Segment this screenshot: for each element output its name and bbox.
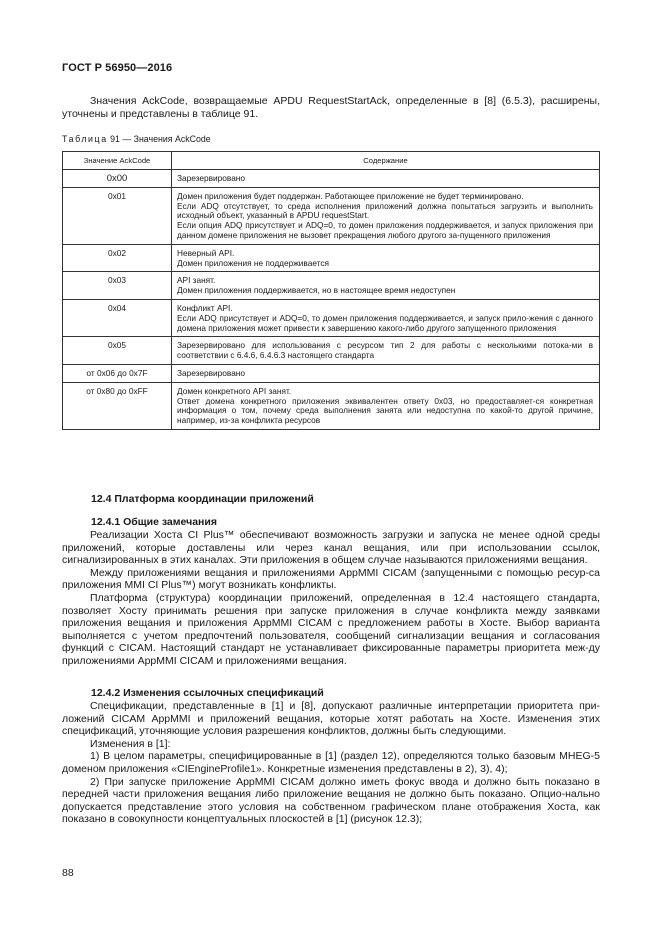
description-line: Домен конкретного API занят. xyxy=(177,385,292,396)
intro-paragraph: Значения AckCode, возвращаемые APDU RequestStartAck, определенные в [8] (6.5.3), расширены, уточнены и представлены в таблице 91. xyxy=(62,95,600,120)
ackcode-description xyxy=(172,337,600,365)
ackcode-description xyxy=(172,187,600,244)
ackcode-value: 0x00 xyxy=(63,170,172,188)
table-row xyxy=(63,170,600,188)
ackcode-description xyxy=(172,299,600,336)
description-line: Зарезервировано xyxy=(177,367,246,378)
description-line: API занят. xyxy=(177,275,216,286)
table-row xyxy=(63,272,600,300)
ackcode-value: 0x04 xyxy=(63,299,172,336)
section-heading: 12.4 Платформа координации приложений xyxy=(91,493,314,505)
paragraph: Спецификации, представленные в [1] и [8], допускают различные интерпретации приоритета при-ложений CICAM AppMMI и приложений вещания, которые хотят работать на Хосте. Изменения этих спецификаций, уточняющие условия разрешения конфликтов, должны быть следующими. xyxy=(62,700,600,738)
subsection-heading: 12.4.1 Общие замечания xyxy=(91,516,217,528)
page-number: 88 xyxy=(62,867,74,879)
ackcode-description xyxy=(172,364,600,382)
description-line: Неверный API. xyxy=(177,247,235,258)
table-row xyxy=(63,187,600,244)
paragraph: Между приложениями вещания и приложениями AppMMI CICAM (запущенными с помощью ресур-са приложения MMI CI Plus™) могут возникать конфликты. xyxy=(62,566,600,592)
table-caption-prefix: Таблица xyxy=(62,134,108,144)
table-header-row xyxy=(63,152,600,170)
column-header-content: Содержание xyxy=(172,152,600,170)
ackcode-value: 0x01 xyxy=(63,187,172,244)
paragraph: 2) При запуске приложение AppMMI CICAM должно иметь фокус ввода и должно быть показано в передней части приложения вещания либо приложение вещания не должно быть показано. Опцио-нально допускается представление этого условия на собственном графическом плане отображения Хоста, как показано в совокупности концептуальных плоскостей в [1] (рисунок 12.3); xyxy=(62,775,600,826)
document-header-title: ГОСТ Р 56950—2016 xyxy=(62,62,173,74)
paragraph: Платформа (структура) координации приложений, определенная в 12.4 настоящего стандарта, позволяет Хосту принимать решения при запуске приложения в случае конфликта между заявками приложения вещания и приложения AppMMI CICAM с предложением работы в Хосте. Выбор варианта выполняется с учетом предпочтений пользователя, сообщений сигнализации вещания и согласования функций с CICAM. Настоящий стандарт не устанавливает фиксированные параметры приоритета меж-ду приложениями AppMMI CICAM и приложениями вещания. xyxy=(62,591,600,667)
ackcode-description xyxy=(172,170,600,188)
description-line: Конфликт API. xyxy=(177,302,233,313)
subsection-12-4-2-body xyxy=(62,700,600,826)
table-row xyxy=(63,364,600,382)
subsection-heading: 12.4.2 Изменения ссылочных спецификаций xyxy=(91,687,324,699)
ackcode-value: 0x03 xyxy=(63,272,172,300)
description-line: Ответ домена конкретного приложения эквивалентен ответу 0x03, но предоставляет-ся конкретная информация о том, почему среда выполнения занята или недоступна по какой-то другой причине, например, из-за конфликта ресурсов xyxy=(177,395,593,426)
ackcode-description xyxy=(172,272,600,300)
table-caption-title: 91 — Значения AckCode xyxy=(110,134,211,144)
table-row xyxy=(63,337,600,365)
table-row xyxy=(63,299,600,336)
description-line: Домен приложения будет поддержан. Работающее приложение не будет терминировано. xyxy=(177,190,524,201)
description-line: Если ADQ присутствует и ADQ=0, то домен приложения поддерживается, и запуск прило-жения с данного домена приложения может привести к завершению какого-либо другого запущенного приложения xyxy=(177,312,593,333)
subsection-12-4-1-body xyxy=(62,529,600,668)
paragraph: 1) В целом параметры, специфицированные в [1] (раздел 12), определяются только базовым MHEG-5 доменом приложения «CIEngineProfile1». Конкретные изменения представлены в 2), 3), 4); xyxy=(62,750,600,775)
ackcode-value: от 0x80 до 0xFF xyxy=(63,382,172,429)
description-line: Домен приложения не поддерживается xyxy=(177,257,330,268)
ackcode-value: от 0x06 до 0x7F xyxy=(63,364,172,382)
ackcode-value: 0x02 xyxy=(63,244,172,272)
description-line: Если опция ADQ присутствует и ADQ=0, то домен приложения поддерживается, и запуск приложения при данном домене приложения не вызовет прекращения любого другого за-пущенного приложения xyxy=(177,220,593,240)
description-line: Если ADQ отсутствует, то среда исполнения приложений должна попытаться загрузить и выполнить исходный объект, указанный в APDU requestStart. xyxy=(177,200,593,221)
column-header-ackcode: Значение AckCode xyxy=(63,152,172,170)
description-line: Зарезервировано для использования с ресурсом тип 2 для работы с несколькими потока-ми в соответствии с 6.4.6, 6.4.6.3 настоящего стандарта xyxy=(177,340,593,361)
paragraph: Реализации Хоста CI Plus™ обеспечивают возможность загрузки и запуска не менее одной среды приложений, которые доставлены или через канал вещания, или при использовании ссылок, сигнализированных в этих каналах. Эти приложения в общем случае называются приложениями вещания. xyxy=(62,529,600,567)
description-line: Зарезервировано xyxy=(177,173,246,183)
table-caption xyxy=(62,134,211,144)
paragraph: Изменения в [1]: xyxy=(90,737,171,750)
table-row xyxy=(63,382,600,429)
description-line: Домен приложения поддерживается, но в настоящее время недоступен xyxy=(177,285,456,296)
ackcode-table xyxy=(62,151,600,430)
ackcode-description xyxy=(172,382,600,429)
table-row xyxy=(63,244,600,272)
ackcode-value: 0x05 xyxy=(63,337,172,365)
ackcode-description xyxy=(172,244,600,272)
